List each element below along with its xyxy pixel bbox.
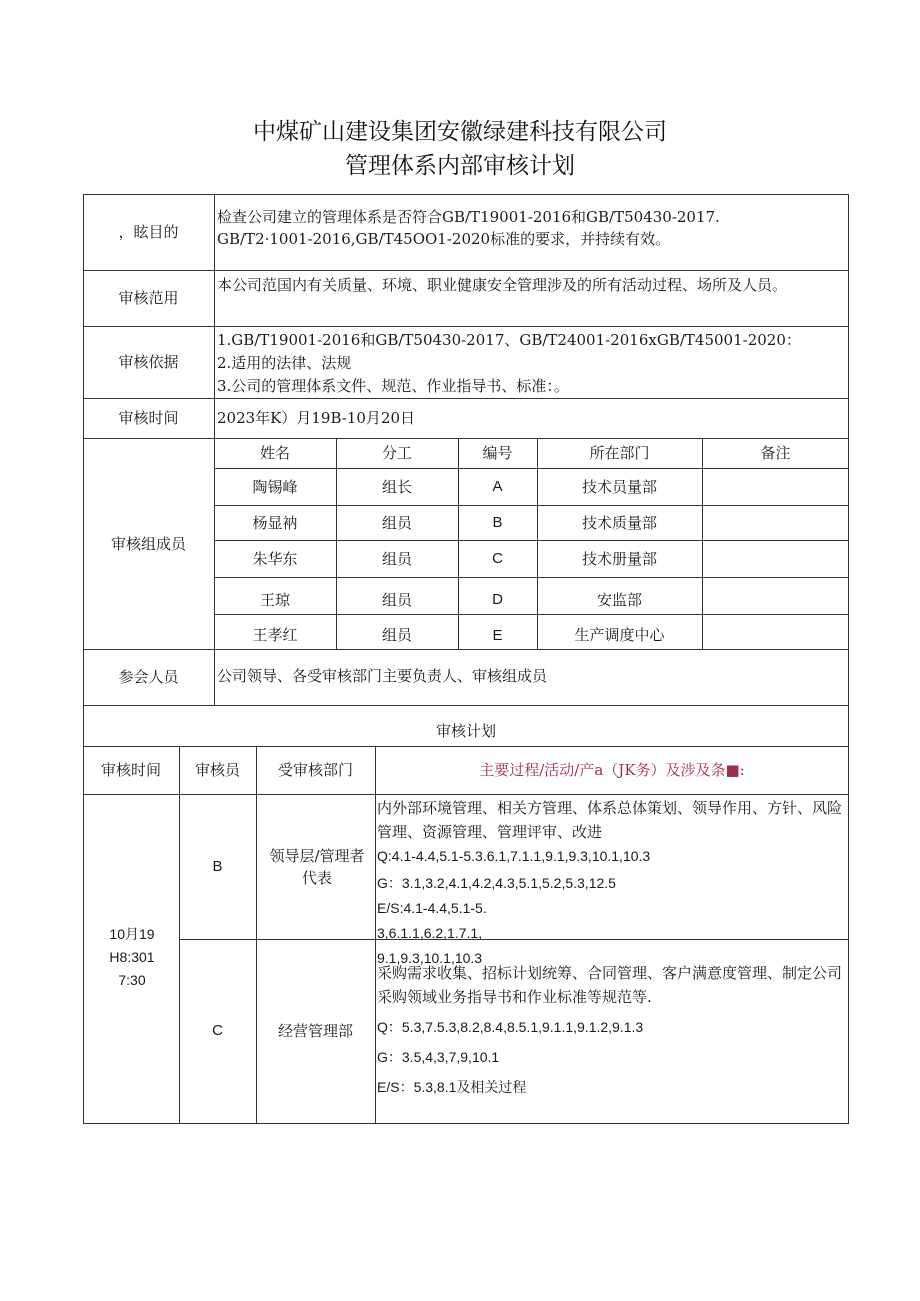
team-member-role: 组员: [381, 513, 412, 532]
team-member-id: D: [492, 590, 503, 608]
purpose-line-1: 检查公司建立的管理体系是否符合GB/T19001-2016和GB/T50430-2017.: [217, 208, 720, 226]
company-name: 中煤矿山建设集团安徽绿建科技有限公司: [253, 119, 667, 145]
team-member-role: 组长: [381, 477, 412, 496]
team-member-id: E: [492, 626, 503, 644]
plan-header-time: 审核时间: [100, 761, 161, 779]
plan-entry-g: G：3.1,3.2,4.1,4.2,4.3,5.1,5.2,5.3,12.5: [377, 875, 616, 891]
basis-line-2: 2.适用的法律、法规: [217, 354, 352, 372]
team-member-name: 杨显衲: [252, 513, 298, 532]
purpose-label: ，眩目的: [118, 223, 179, 241]
team-member-name: 王琼: [259, 590, 290, 609]
plan-section-title: 审核计划: [435, 722, 496, 740]
plan-entry-detail: [376, 796, 848, 966]
plan-header-process: 主要过程/活动/产a（JK务）及涉及条■:: [479, 761, 745, 779]
team-member-name: 朱华东: [252, 549, 298, 568]
basis-line-1: 1.GB/T19001-2016和GB/T50430-2017、GB/T24001-2016xGB/T45001-2020：: [217, 331, 801, 349]
plan-auditor: C: [212, 1022, 223, 1039]
team-member-dept: 生产调度中心: [574, 625, 665, 644]
plan-entry-detail: [376, 961, 848, 1121]
team-member-dept: 技术册量部: [581, 549, 657, 568]
team-member-role: 组员: [381, 590, 412, 609]
time-label: 审核时间: [118, 409, 179, 427]
audit-plan-table: [83, 194, 849, 1124]
plan-entry-text: 采购需求收集、招标计划统筹、合同管理、客户满意度管理、制定公司采购领域业务指导书和作业标准等规范等.: [377, 964, 843, 1006]
basis-line-3: 3.公司的管理体系文件、规范、作业指导书、标准：。: [217, 377, 569, 395]
team-member-remark: [702, 614, 849, 649]
scope-label: 审核范用: [118, 289, 179, 307]
plan-time-value: 10月19H8:3017:30: [109, 925, 155, 988]
team-header-role: 分工: [381, 444, 412, 462]
plan-entry-text: 内外部环境管理、相关方管理、体系总体策划、领导作用、方针、风险管理、资源管理、管理评审、改进: [377, 799, 843, 841]
basis-label: 审核依据: [118, 353, 179, 371]
team-label: 审核组成员: [110, 534, 186, 553]
plan-entry-es: E/S：5.3,8.1及相关过程: [377, 1079, 527, 1095]
attendees-value: 公司领导、各受审核部门主要负责人、审核组成员: [217, 667, 548, 685]
team-member-dept: 技术员量部: [581, 477, 657, 496]
plan-entry-q: Q：5.3,7.5.3,8.2,8.4,8.5.1,9.1.1,9.1.2,9.1.3: [377, 1019, 644, 1035]
team-member-remark: [702, 540, 849, 577]
basis-value: [214, 329, 849, 397]
time-value: 2023年K）月19B-10月20日: [217, 409, 416, 427]
plan-entry-g: G：3.5,4,3,7,9,10.1: [377, 1049, 500, 1065]
team-member-dept: 技术质量部: [581, 513, 657, 532]
team-member-name: 王孝红: [252, 625, 298, 644]
team-header-name: 姓名: [259, 444, 290, 462]
team-header-id: 编号: [482, 444, 513, 462]
plan-entry-q: Q:4.1-4.4,5.1-5.3.6.1,7.1.1,9.1,9.3,10.1,10.3: [377, 848, 651, 864]
team-member-remark: [702, 468, 849, 505]
attendees-label: 参会人员: [118, 668, 179, 686]
team-member-name: 陶锡峰: [252, 477, 298, 496]
team-member-id: C: [492, 549, 503, 567]
team-member-dept: 安监部: [596, 590, 642, 609]
purpose-line-2: GB/T2·1001-2016,GB/T45OO1-2020标准的要求，并持续有效。: [217, 230, 671, 248]
team-member-role: 组员: [381, 549, 412, 568]
team-header-dept: 所在部门: [589, 444, 650, 462]
purpose-value: [214, 206, 849, 266]
plan-header-department: 受审核部门: [277, 761, 353, 779]
team-member-id: B: [492, 513, 503, 531]
plan-department: 领导层/管理者代表: [269, 846, 365, 887]
team-header-remark: 备注: [760, 444, 791, 462]
document-title: 管理体系内部审核计划: [345, 153, 575, 179]
plan-auditor: B: [212, 857, 223, 875]
scope-value: 本公司范国内有关质量、环境、职业健康安全管理涉及的所有活动过程、场所及人员。: [217, 276, 788, 294]
team-member-remark: [702, 505, 849, 540]
plan-department: 经营管理部: [277, 1022, 353, 1040]
plan-header-auditor: 审核员: [194, 761, 240, 779]
team-member-role: 组员: [381, 625, 412, 644]
plan-entry-es: E/S:4.1-4.4,5.1-5.3,6.1.1,6.2,1.7.1,9.1,9.3,10.1,10.3: [377, 900, 487, 966]
team-member-remark: [702, 577, 849, 614]
team-member-id: A: [492, 477, 503, 495]
